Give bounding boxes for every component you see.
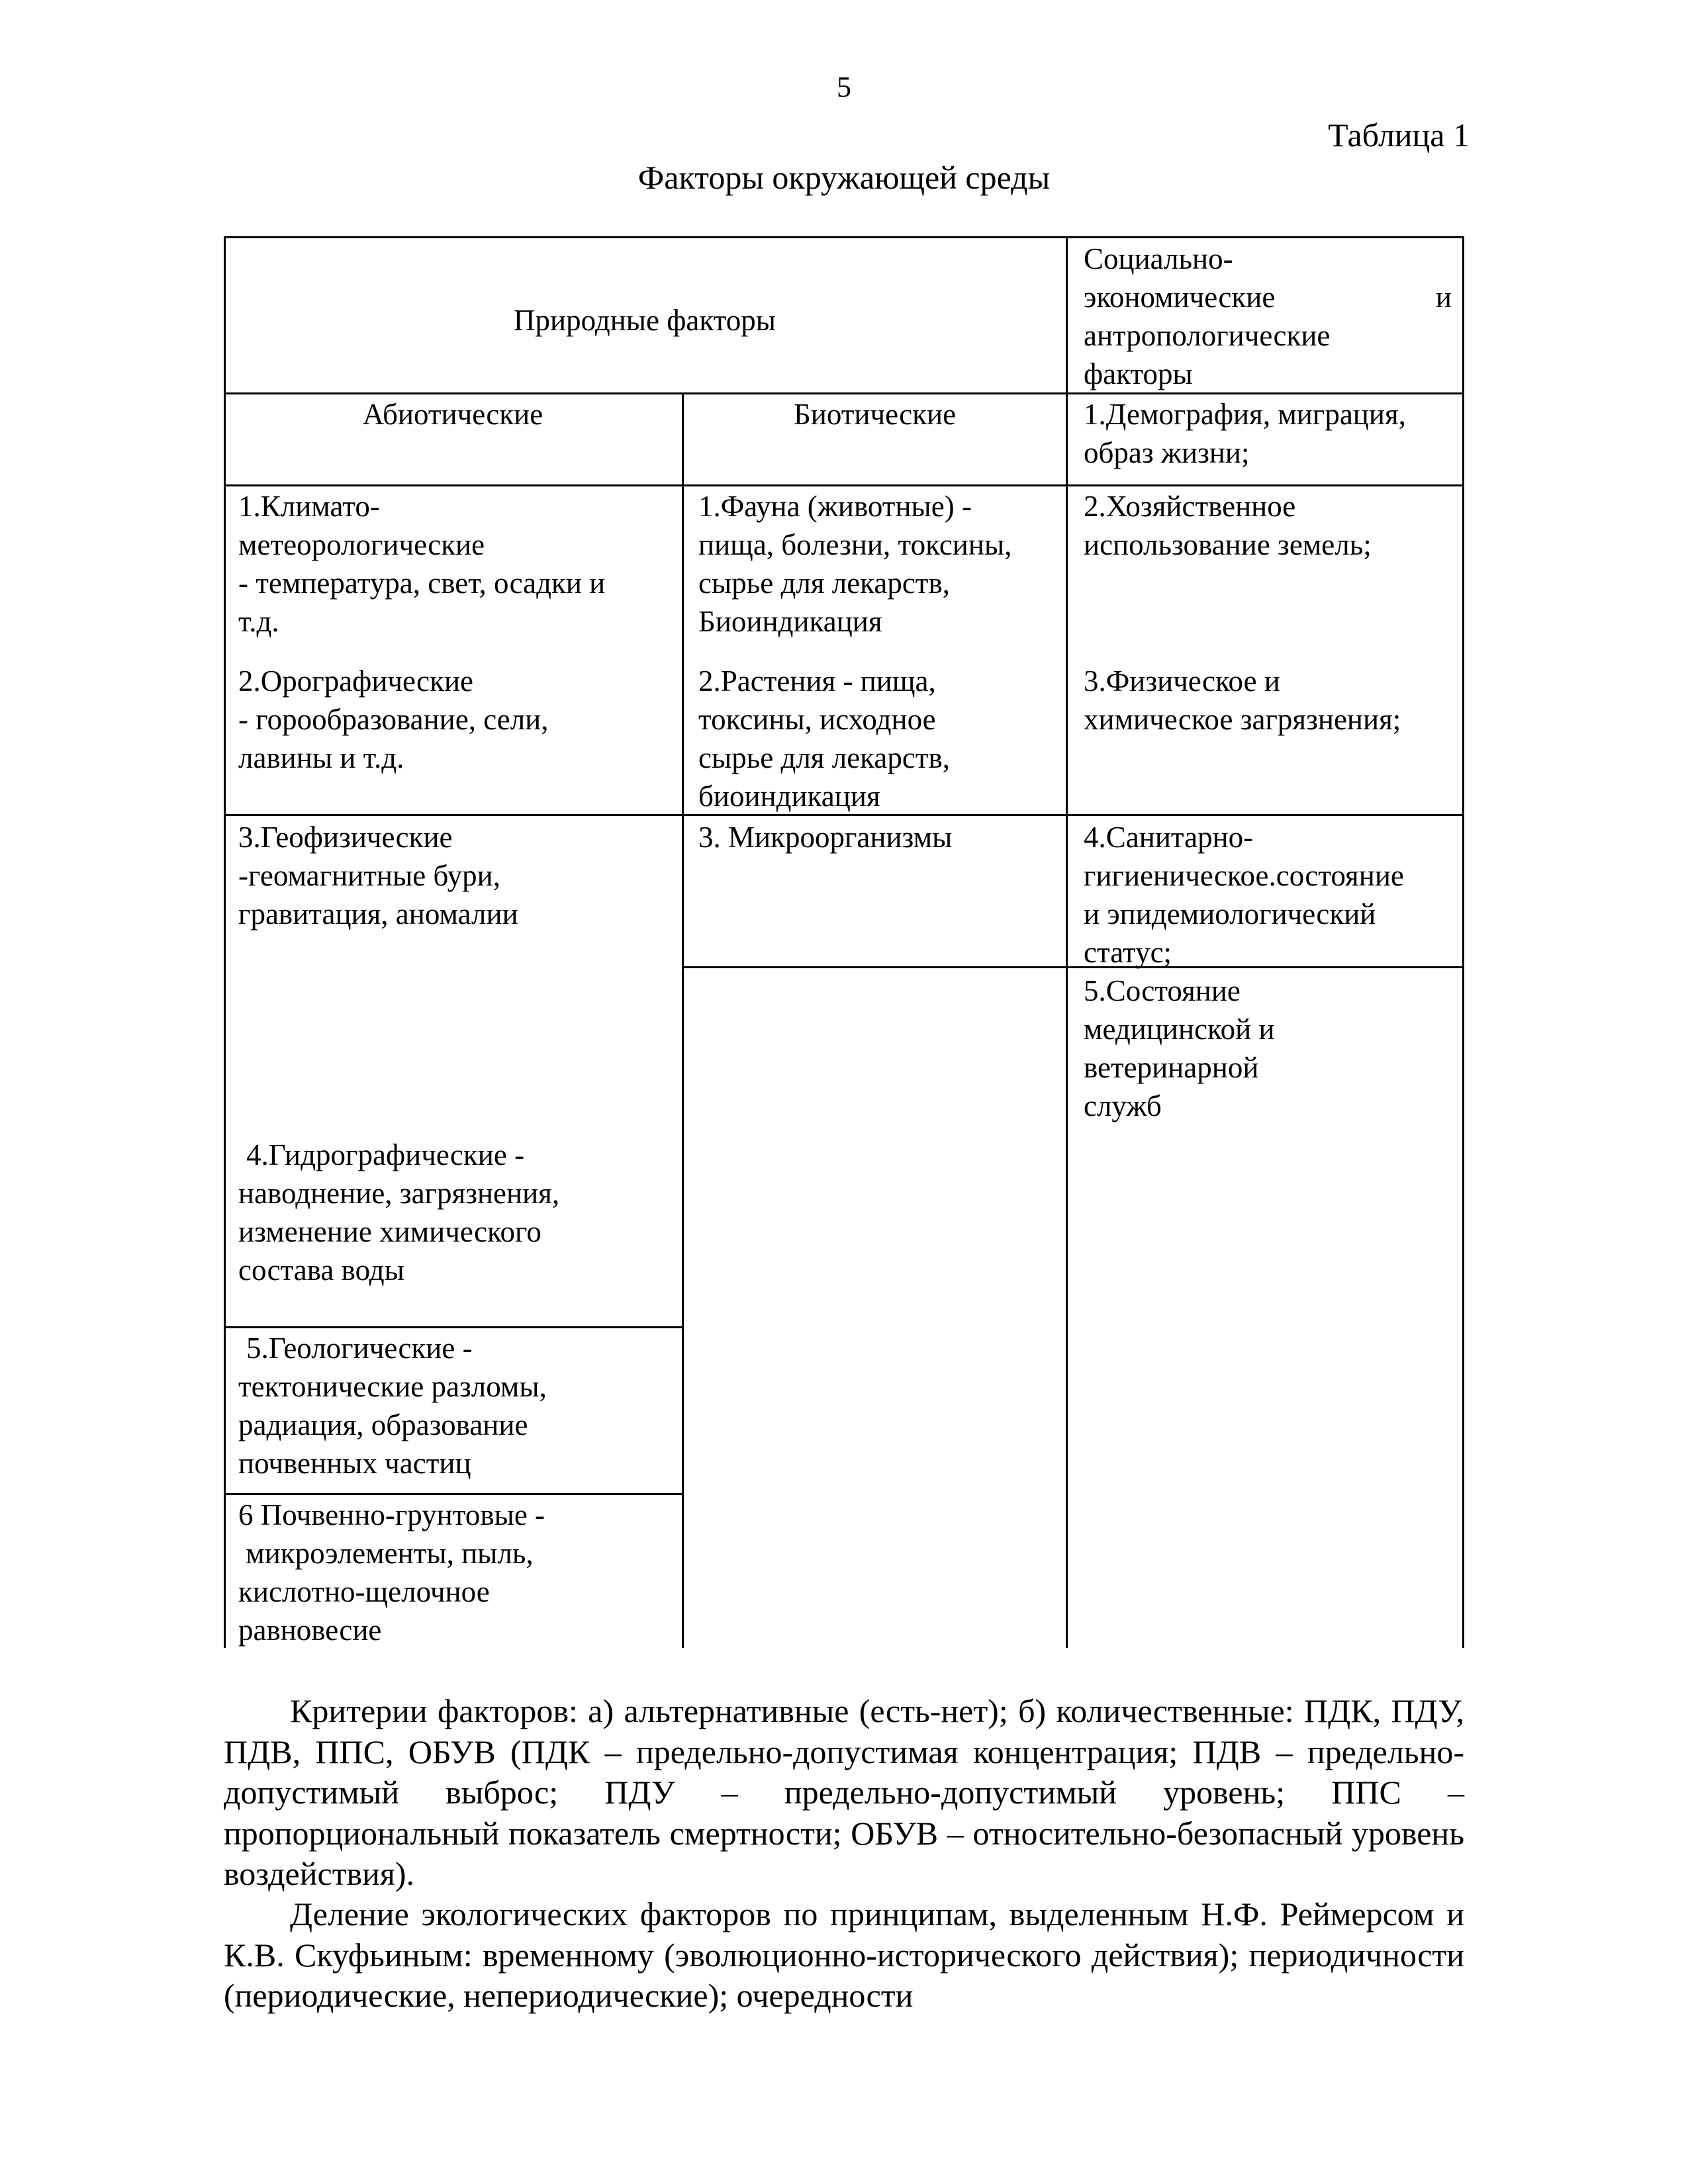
cell-line: кислотно-щелочное	[238, 1575, 490, 1608]
abiotic-factor-1	[238, 487, 662, 641]
cell-line: 3. Микроорганизмы	[698, 821, 953, 854]
cell-line: 3.Геофизические	[238, 821, 453, 854]
header-social-line: факторы	[1084, 357, 1193, 390]
cell-line: 5.Геологические -	[246, 1332, 473, 1365]
cell-line: статус;	[1084, 936, 1172, 969]
header-abiotic: Абиотические	[362, 398, 543, 431]
header-social-word: и	[1435, 281, 1452, 314]
social-factor-5	[1084, 972, 1452, 1125]
header-social-line: Социально-	[1084, 242, 1233, 275]
social-factor-2	[1084, 487, 1452, 564]
cell-line: 5.Состояние	[1084, 974, 1241, 1007]
cell-line: - температура, свет, осадки и	[238, 567, 606, 600]
cell-line: радиация, образование	[238, 1408, 528, 1441]
header-social-word: экономические	[1084, 281, 1276, 314]
cell-line: образ жизни;	[1084, 436, 1250, 469]
table-border-right	[1462, 236, 1464, 1648]
cell-line: почвенных частиц	[238, 1447, 471, 1480]
table-title: Факторы окружающей среды	[637, 159, 1051, 196]
cell-line: 1.Фауна (животные) -	[698, 490, 972, 523]
classification-paragraph	[224, 1894, 1464, 2017]
cell-line: токсины, исходное	[698, 703, 936, 736]
cell-line: т.д.	[238, 605, 279, 638]
cell-line: ветеринарной	[1084, 1051, 1259, 1084]
cell-line: 2.Хозяйственное	[1084, 490, 1296, 523]
cell-line: состава воды	[238, 1253, 404, 1287]
table-border-left	[224, 236, 226, 1648]
header-natural-factors: Природные факторы	[514, 304, 776, 337]
abiotic-factor-6	[238, 1496, 662, 1649]
cell-line: наводнение, загрязнения,	[238, 1177, 560, 1210]
cell-line: служб	[1084, 1089, 1162, 1122]
paragraph-text: Деление экологических факторов по принципам, выделенным Н.Ф. Реймерсом и К.В. Скуфьиным: временному (эволюционно-исторического действия); периодичности (периодические, непериодические); очередности	[224, 1895, 1464, 2014]
cell-line: 4.Санитарно-	[1084, 821, 1254, 854]
abiotic-factor-4	[238, 1136, 662, 1289]
cell-line: равновесие	[238, 1614, 382, 1647]
biotic-factor-3	[698, 818, 1059, 856]
cell-line: -геомагнитные бури,	[238, 859, 500, 892]
paragraph-text: Критерии факторов: а) альтернативные (есть-нет); б) количественные: ПДК, ПДУ, ПДВ, ППС, ОБУВ (ПДК – предельно-допустимая концентрация; ПДВ – предельно-допустимый выброс; ПДУ – предельно-допустимый уровень; ППС – пропорциональный показатель смертности; ОБУВ – относительно-безопасный уровень воздействия).	[224, 1692, 1464, 1892]
cell-line: 2.Орографические	[238, 664, 474, 698]
cell-line: гравитация, аномалии	[238, 897, 518, 931]
cell-line: - горообразование, сели,	[238, 703, 549, 736]
cell-line: биоиндикация	[698, 780, 880, 813]
cell-line: сырье для лекарств,	[698, 567, 950, 600]
abiotic-factor-2	[238, 662, 662, 777]
criteria-paragraph	[224, 1691, 1464, 1895]
cell-line: тектонические разломы,	[238, 1370, 547, 1403]
cell-line: пища, болезни, токсины,	[698, 528, 1012, 561]
table-column-rule	[682, 392, 684, 1648]
table-rule	[224, 1326, 684, 1328]
table-rule	[224, 484, 1464, 486]
cell-line: 4.Гидрографические -	[246, 1138, 525, 1171]
header-social-line	[1084, 278, 1452, 316]
cell-line: 1.Демография, миграция,	[1084, 398, 1406, 431]
table-column-rule	[1066, 236, 1068, 1648]
social-factor-4	[1084, 818, 1452, 972]
cell-line: 6 Почвенно-грунтовые -	[238, 1498, 545, 1531]
header-social-factors	[1084, 240, 1452, 393]
table-rule	[224, 1493, 684, 1495]
cell-line: и эпидемиологический	[1084, 897, 1376, 931]
cell-line: медицинской и	[1084, 1013, 1275, 1046]
cell-line: гигиеническое.состояние	[1084, 859, 1404, 892]
biotic-factor-2	[698, 662, 1059, 815]
header-social-line: антропологические	[1084, 319, 1331, 352]
cell-line: 2.Растения - пища,	[698, 664, 936, 698]
cell-line: микроэлементы, пыль,	[238, 1537, 534, 1570]
header-biotic: Биотические	[793, 398, 957, 431]
page-number: 5	[837, 71, 851, 103]
cell-line: метеорологические	[238, 528, 485, 561]
cell-line: 3.Физическое и	[1084, 664, 1280, 698]
abiotic-factor-5	[238, 1329, 662, 1482]
cell-line: химическое загрязнения;	[1084, 703, 1401, 736]
table-label: Таблица 1	[1328, 116, 1470, 154]
social-factor-3	[1084, 662, 1452, 739]
table-border-top	[224, 236, 1464, 238]
biotic-factor-1	[698, 487, 1059, 641]
abiotic-factor-3	[238, 818, 662, 933]
cell-line: лавины и т.д.	[238, 741, 404, 774]
cell-line: использование земель;	[1084, 528, 1372, 561]
cell-line: 1.Климато-	[238, 490, 380, 523]
cell-line: Биоиндикация	[698, 605, 882, 638]
cell-line: сырье для лекарств,	[698, 741, 950, 774]
cell-line: изменение химического	[238, 1215, 541, 1248]
social-factor-1	[1084, 395, 1452, 472]
